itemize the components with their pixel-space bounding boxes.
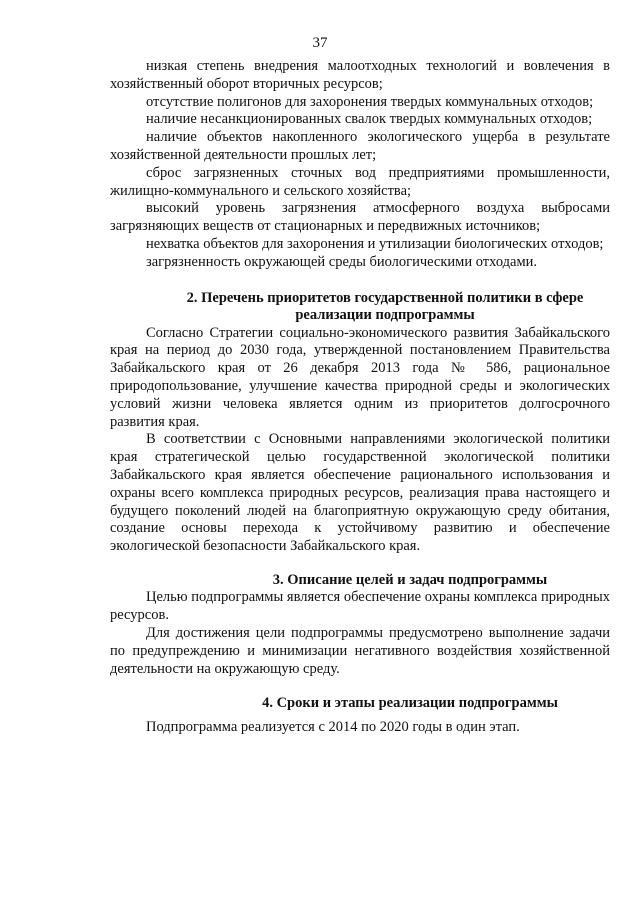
section-timeline [110,695,610,736]
paragraph: Целью подпрограммы является обеспечение охраны комплекса природных ресурсов. [110,589,610,624]
paragraph: В соответствии с Основными направлениями экологической политики края стратегической целью государственной экологической политики Забайкальского края является обеспечение рационального использования и охраны всего комплекса природных ресурсов, реализация права настоящего и будущего поколений людей на благоприятную окружающую среду обитания, создание основы перехода к устойчивому развитию и обеспечение экологической безопасности Забайкальского края. [110,431,610,555]
problem-list [110,58,610,272]
paragraph: Согласно Стратегии социально-экономического развития Забайкальского края на период до 2030 года, утвержденной постановлением Правительства Забайкальского края от 26 декабря 2013 года № 586, рациональное природопользование, улучшение качества природной среды и экологических условий жизни человека является одним из приоритетов долгосрочного развития края. [110,324,610,430]
paragraph: Подпрограмма реализуется с 2014 по 2020 годы в один этап. [146,718,520,735]
list-item: отсутствие полигонов для захоронения твердых коммунальных отходов; [146,93,594,110]
list-item: низкая степень внедрения малоотходных технологий и вовлечения в хозяйственный оборот вторичных ресурсов; [110,58,610,92]
list-item: высокий уровень загрязнения атмосферного воздуха выбросами загрязняющих веществ от стационарных и передвижных источников; [110,200,610,235]
section-heading: 2. Перечень приоритетов государственной политики в сфере реализации подпрограммы [186,289,584,324]
page-number: 37 [312,35,328,51]
list-item: наличие объектов накопленного экологического ущерба в результате хозяйственной деятельности прошлых лет; [110,129,610,163]
list-item: загрязненность окружающей среды биологическими отходами. [146,253,538,270]
section-priorities [110,290,610,556]
list-item: нехватка объектов для захоронения и утилизации биологических отходов; [146,235,604,252]
page-content [110,58,610,737]
list-item: сброс загрязненных сточных вод предприятиями промышленности, жилищно-коммунального и сельского хозяйства; [110,164,610,199]
paragraph: Для достижения цели подпрограммы предусмотрено выполнение задачи по предупреждению и минимизации негативного воздействия хозяйственной деятельности на окружающую среду. [110,625,610,677]
section-heading: 4. Сроки и этапы реализации подпрограммы [262,695,558,712]
section-heading: 3. Описание целей и задач подпрограммы [272,571,548,588]
section-goals [110,572,610,678]
list-item: наличие несанкционированных свалок твердых коммунальных отходов; [146,111,593,128]
